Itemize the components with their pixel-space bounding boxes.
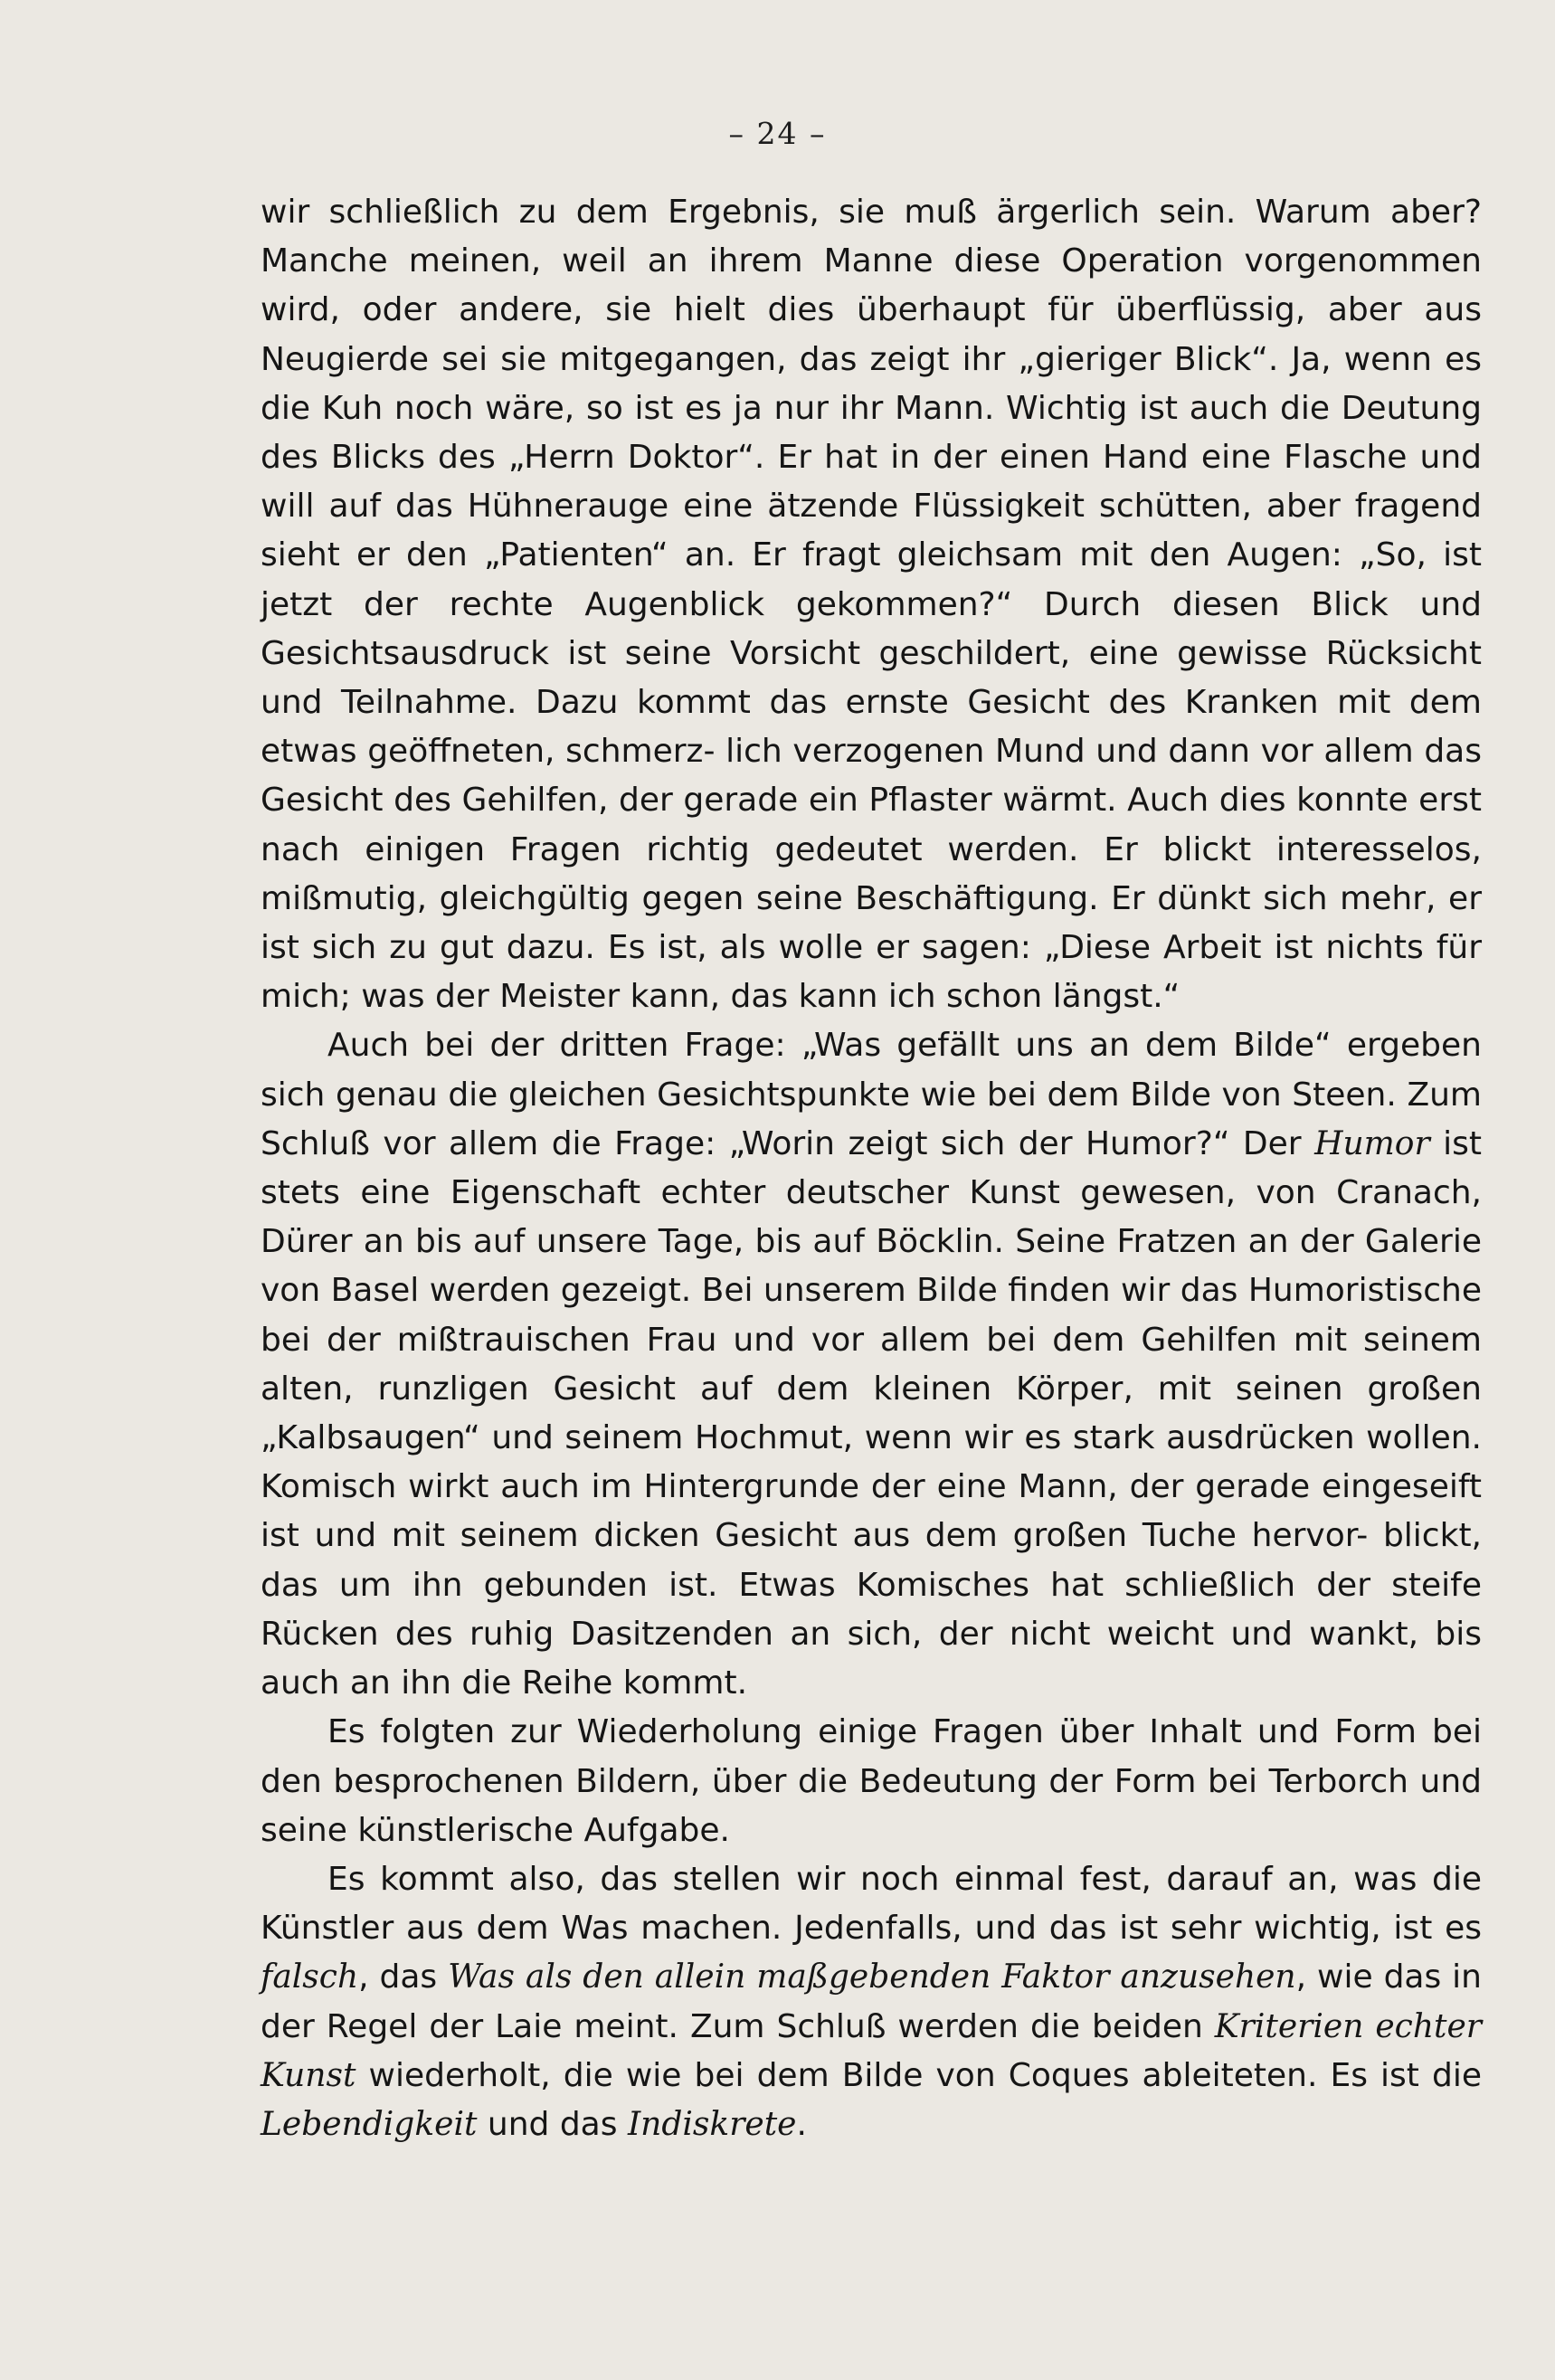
italic-emphasis: Humor [1314,1124,1430,1162]
italic-emphasis: falsch [261,1958,359,1996]
italic-emphasis: Was als den allein maßgebenden Faktor anzusehen [448,1958,1296,1996]
page-number: – 24 – [728,116,827,151]
body-text [261,188,1482,2149]
text-run: wir schließlich zu dem Ergebnis, sie muß ärgerlich sein. Warum aber? Manche meinen, weil an ihrem Manne diese Operation vorgenommen wird, oder andere, sie hielt dies überhaupt für überflüssig, aber aus Neugierde sei sie mitgegangen, das zeigt ihr „gieriger Blick“. Ja, wenn es die Kuh noch wäre, so ist es ja nur ihr Mann. Wichtig ist auch die Deutung des Blicks des „Herrn Doktor“. Er hat in der einen Hand eine Flasche und will auf das Hühnerauge eine ätzende Flüssigkeit schütten, aber fragend sieht er den „Patienten“ an. Er fragt gleichsam mit den Augen: „So, ist jetzt der rechte Augenblick gekommen?“ Durch diesen Blick und Gesichtsausdruck ist seine Vorsicht geschildert, eine gewisse Rücksicht und Teilnahme. Dazu kommt das ernste Gesicht des Kranken mit dem etwas geöffneten, schmerz- lich verzogenen Mund und dann vor allem das Gesicht des Gehilfen, der gerade ein Pflaster wärmt. Auch dies konnte erst nach einigen Fragen richtig gedeutet werden. Er blickt interesselos, mißmutig, gleichgültig gegen seine Beschäftigung. Er dünkt sich mehr, er ist sich zu gut dazu. Es ist, als wolle er sagen: „Diese Arbeit ist nichts für mich; was der Meister kann, das kann ich schon längst.“ [261,194,1482,1016]
text-run: Auch bei der dritten Frage: „Was gefällt uns an dem Bilde“ ergeben sich genau die gleichen Gesichtspunkte wie bei dem Bilde von Steen. Zum Schluß vor allem die Frage: „Worin zeigt sich der Humor?“ Der [261,1027,1482,1162]
text-run: Es folgten zur Wiederholung einige Fragen über Inhalt und Form bei den besprochenen Bildern, über die Bedeutung der Form bei Terborch und seine künstlerische Aufgabe. [261,1713,1482,1849]
italic-emphasis: Indiskrete [627,2105,797,2143]
text-run: , wie das in der Regel der Laie meint. Zum Schluß werden die beiden [261,1958,1482,2045]
text-run: , das [358,1958,449,1996]
paragraph [261,188,1482,1021]
paragraph [261,1708,1482,1855]
text-run: wiederholt, die wie bei dem Bilde von Coques ableiteten. Es ist die [356,2056,1482,2094]
text-run: Es kommt also, das stellen wir noch einmal fest, darauf an, was die Künstler aus dem Was machen. Jedenfalls, und das ist sehr wichtig, ist es [261,1860,1482,1948]
italic-emphasis: Kriterien echter Kunst [261,2007,1483,2094]
paragraph [261,1855,1482,2149]
text-run: ist stets eine Eigenschaft echter deutscher Kunst gewesen, von Cranach, Dürer an bis auf unsere Tage, bis auf Böcklin. Seine Fratzen an der Galerie von Basel werden gezeigt. Bei unserem Bilde finden wir das Humoristische bei der mißtrauischen Frau und vor allem bei dem Gehilfen mit seinem alten, runzligen Gesicht auf dem kleinen Körper, mit seinen großen „Kalbsaugen“ und seinem Hochmut, wenn wir es stark ausdrücken wollen. Komisch wirkt auch im Hintergrunde der eine Mann, der gerade eingeseift ist und mit seinem dicken Gesicht aus dem großen Tuche hervor- blickt, das um ihn gebunden ist. Etwas Komisches hat schließlich der steife Rücken des ruhig Dasitzenden an sich, der nicht weicht und wankt, bis auch an ihn die Reihe kommt. [261,1124,1482,1702]
italic-emphasis: Lebendigkeit [261,2105,478,2143]
text-run: . [796,2105,807,2143]
text-run: und das [477,2105,628,2143]
paragraph [261,1021,1482,1708]
